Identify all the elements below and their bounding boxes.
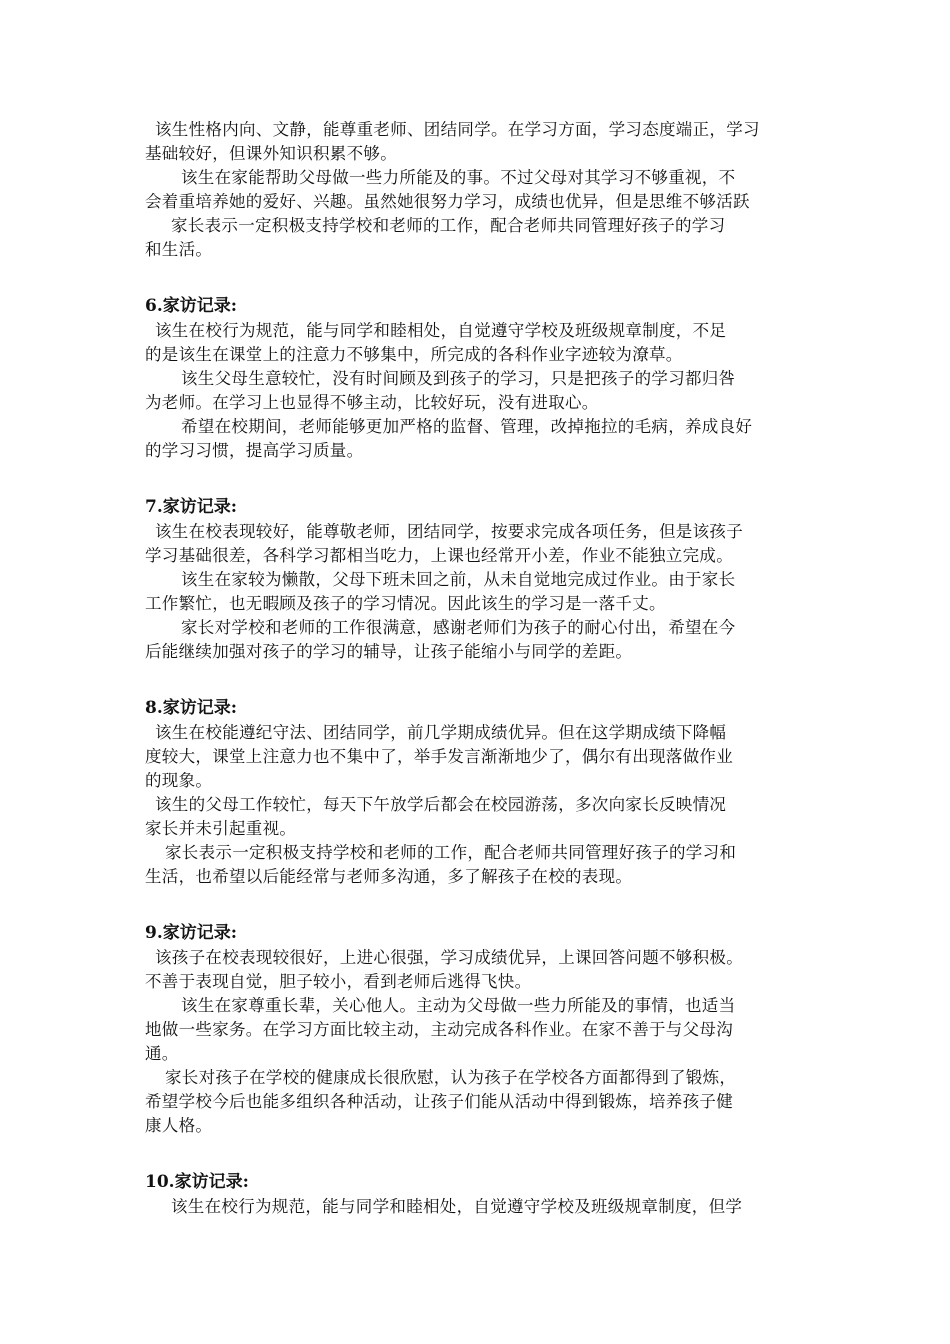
paragraph-line: 度较大，课堂上注意力也不集中了，举手发言渐渐地少了，偶尔有出现落做作业 <box>145 747 733 766</box>
paragraph-line: 该生的父母工作较忙，每天下午放学后都会在校园游荡，多次向家长反映情况 <box>155 795 727 814</box>
paragraph-line: 和生活。 <box>145 240 213 259</box>
document-body <box>145 118 810 1219</box>
paragraph-line: 康人格。 <box>145 1116 213 1135</box>
paragraph-line: 基础较好，但课外知识积累不够。 <box>145 144 397 163</box>
paragraph-line: 地做一些家务。在学习方面比较主动，主动完成各科作业。在家不善于与父母沟 <box>145 1020 733 1039</box>
record-6 <box>145 293 810 463</box>
paragraph-line: 不善于表现自觉，胆子较小，看到老师后逃得飞快。 <box>145 972 532 991</box>
paragraph-line: 希望学校今后也能多组织各种活动，让孩子们能从活动中得到锻炼，培养孩子健 <box>145 1092 733 1111</box>
paragraph-line: 的现象。 <box>145 771 213 790</box>
paragraph-line: 家长表示一定积极支持学校和老师的工作，配合老师共同管理好孩子的学习和 <box>165 843 737 862</box>
paragraph-line: 的是该生在课堂上的注意力不够集中，所完成的各科作业字迹较为潦草。 <box>145 345 683 364</box>
record-10 <box>145 1169 810 1219</box>
paragraph-line: 生活，也希望以后能经常与老师多沟通，多了解孩子在校的表现。 <box>145 867 633 886</box>
paragraph-line: 该生在家能帮助父母做一些力所能及的事。不过父母对其学习不够重视，不 <box>181 168 736 187</box>
paragraph-line: 会着重培养她的爱好、兴趣。虽然她很努力学习，成绩也优异，但是思维不够活跃 <box>145 192 750 211</box>
paragraph-line: 该生在家较为懒散，父母下班未回之前，从未自觉地完成过作业。由于家长 <box>181 570 736 589</box>
paragraph-line: 家长对孩子在学校的健康成长很欣慰，认为孩子在学校各方面都得到了锻炼， <box>165 1068 737 1087</box>
record-9 <box>145 920 810 1138</box>
record-7 <box>145 494 810 664</box>
paragraph-line: 希望在校期间，老师能够更加严格的监督、管理，改掉拖拉的毛病，养成良好 <box>181 417 753 436</box>
paragraph-line: 该生在校行为规范，能与同学和睦相处，自觉遵守学校及班级规章制度，不足 <box>155 321 727 340</box>
paragraph-line: 后能继续加强对孩子的学习的辅导，让孩子能缩小与同学的差距。 <box>145 642 633 661</box>
section-heading: 6.家访记录: <box>145 296 238 316</box>
paragraph-line: 该生在校表现较好，能尊敬老师，团结同学，按要求完成各项任务，但是该孩子 <box>155 522 743 541</box>
paragraph-line: 该生在校行为规范，能与同学和睦相处，自觉遵守学校及班级规章制度，但学 <box>171 1197 743 1216</box>
record-8 <box>145 695 810 889</box>
paragraph-line: 为老师。在学习上也显得不够主动，比较好玩，没有进取心。 <box>145 393 599 412</box>
paragraph-line: 该生父母生意较忙，没有时间顾及到孩子的学习，只是把孩子的学习都归咎 <box>181 369 736 388</box>
section-heading: 8.家访记录: <box>145 698 238 718</box>
paragraph-line: 学习基础很差，各科学习都相当吃力，上课也经常开小差，作业不能独立完成。 <box>145 546 733 565</box>
record-5 <box>145 118 810 262</box>
paragraph-line: 家长对学校和老师的工作很满意，感谢老师们为孩子的耐心付出，希望在今 <box>181 618 736 637</box>
paragraph-line: 家长表示一定积极支持学校和老师的工作，配合老师共同管理好孩子的学习 <box>171 216 726 235</box>
paragraph-line: 该生性格内向、文静，能尊重老师、团结同学。在学习方面，学习态度端正，学习 <box>155 120 760 139</box>
section-heading: 7.家访记录: <box>145 497 238 517</box>
paragraph-line: 该孩子在校表现较很好，上进心很强，学习成绩优异，上课回答问题不够积极。 <box>155 948 743 967</box>
paragraph-line: 的学习习惯，提高学习质量。 <box>145 441 364 460</box>
paragraph-line: 该生在家尊重长辈，关心他人。主动为父母做一些力所能及的事情，也适当 <box>181 996 736 1015</box>
paragraph-line: 家长并未引起重视。 <box>145 819 297 838</box>
paragraph-line: 该生在校能遵纪守法、团结同学，前几学期成绩优异。但在这学期成绩下降幅 <box>155 723 727 742</box>
section-heading: 10.家访记录: <box>145 1172 249 1192</box>
section-heading: 9.家访记录: <box>145 923 238 943</box>
paragraph-line: 通。 <box>145 1044 179 1063</box>
paragraph-line: 工作繁忙，也无暇顾及孩子的学习情况。因此该生的学习是一落千丈。 <box>145 594 666 613</box>
